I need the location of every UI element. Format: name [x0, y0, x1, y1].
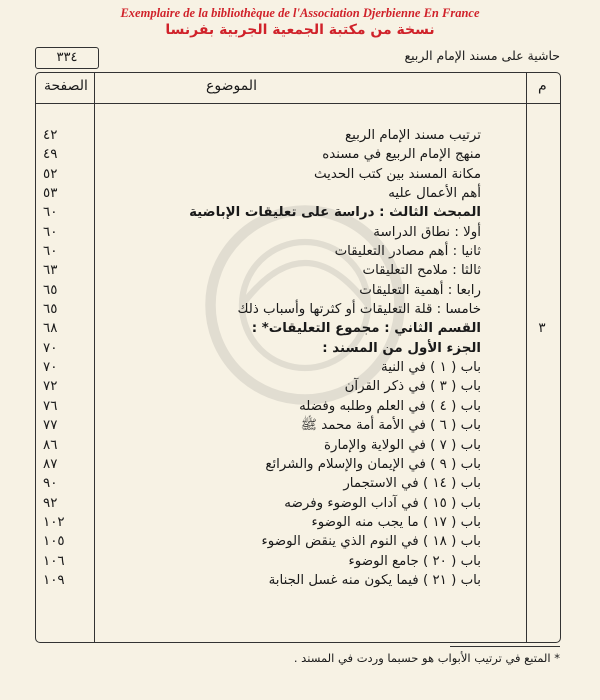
page-cell: ٦٥ — [43, 302, 58, 318]
page-cell: ٥٣ — [43, 186, 58, 202]
page-cell: ١٠٦ — [43, 553, 65, 569]
table-row — [35, 377, 559, 396]
column-header-topic: الموضوع — [206, 78, 257, 94]
table-row — [35, 571, 559, 590]
page-cell: ٨٧ — [43, 456, 58, 472]
table-row — [35, 203, 559, 222]
topic-cell: أولا : نطاق الدراسة — [373, 224, 481, 240]
page-cell: ٧٢ — [43, 379, 58, 395]
topic-cell: أهم الأعمال عليه — [388, 186, 481, 202]
footnote-rule — [450, 646, 560, 647]
table-row — [35, 455, 559, 474]
page-cell: ٦٠ — [43, 224, 58, 240]
table-row — [35, 513, 559, 532]
table-row — [35, 145, 559, 164]
table-row — [35, 358, 559, 377]
topic-cell: منهج الإمام الربيع في مسنده — [322, 147, 481, 163]
topic-cell: الجزء الأول من المسند : — [322, 340, 481, 356]
table-row — [35, 184, 559, 203]
table-row — [35, 474, 559, 493]
footnote: * المتبع في ترتيب الأبواب هو حسبما وردت في المسند . — [293, 651, 560, 665]
table-row — [35, 242, 559, 261]
running-title: حاشية على مسند الإمام الربيع — [404, 48, 560, 63]
topic-cell: باب ( ٣ ) في ذكر القرآن — [344, 379, 481, 395]
table-row — [35, 436, 559, 455]
page-cell: ٩٠ — [43, 476, 58, 492]
topic-cell: رابعا : أهمية التعليقات — [359, 282, 481, 298]
table-row — [35, 416, 559, 435]
topic-cell: باب ( ١٧ ) ما يجب منه الوضوء — [311, 514, 481, 530]
topic-cell: باب ( ٦ ) في الأمة أمة محمد ﷺ — [300, 418, 481, 434]
table-row — [35, 261, 559, 280]
topic-cell: باب ( ٧ ) في الولاية والإمارة — [324, 437, 481, 453]
page-cell: ٤٢ — [43, 128, 58, 143]
column-header-page: الصفحة — [44, 78, 88, 94]
table-row — [35, 552, 559, 571]
page-cell: ٦٣ — [43, 263, 58, 279]
topic-cell: باب ( ١٥ ) في آداب الوضوء وفرضه — [284, 495, 481, 511]
header-rule — [36, 103, 560, 104]
table-row — [35, 281, 559, 300]
page-cell: ٩٢ — [43, 495, 58, 511]
table-row — [35, 532, 559, 551]
table-row — [35, 126, 559, 145]
topic-cell: باب ( ٢١ ) فيما يكون منه غسل الجنابة — [268, 572, 481, 588]
topic-cell: ثانيا : أهم مصادر التعليقات — [334, 244, 481, 260]
page-cell: ٧٠ — [43, 360, 58, 376]
page-cell: ١٠٢ — [43, 514, 65, 530]
page-cell: ٤٩ — [43, 147, 58, 163]
page-cell: ١٠٩ — [43, 572, 65, 588]
topic-cell: المبحث الثالث : دراسة على تعليقات الإباضية — [189, 205, 481, 221]
topic-cell: باب ( ١ ) في النية — [381, 360, 481, 376]
page-cell: ١٠٥ — [43, 534, 65, 550]
topic-cell: باب ( ٩ ) في الإيمان والإسلام والشرائع — [265, 456, 481, 472]
page-cell: ٦٥ — [43, 282, 58, 298]
contents-rows — [35, 126, 559, 590]
topic-cell: خامسا : قلة التعليقات أو كثرتها وأسباب ذلك — [237, 302, 481, 318]
page-cell: ٧٠ — [43, 340, 58, 356]
page-number: ٣٣٤ — [35, 47, 99, 69]
table-row — [35, 339, 559, 358]
row-number-cell: ٣ — [538, 321, 546, 337]
column-header-number: م — [538, 78, 547, 94]
library-stamp-arabic: نسخة من مكتبة الجمعية الجربية بفرنسا — [165, 22, 435, 38]
table-row — [35, 319, 559, 338]
library-stamp-french: Exemplaire de la bibliothèque de l'Association Djerbienne En France — [120, 6, 480, 20]
table-row — [35, 223, 559, 242]
table-row — [35, 165, 559, 184]
table-row — [35, 300, 559, 319]
topic-cell: باب ( ١٨ ) في النوم الذي ينقض الوضوء — [261, 534, 481, 550]
topic-cell: مكانة المسند بين كتب الحديث — [313, 166, 481, 182]
topic-cell: باب ( ١٤ ) في الاستجمار — [343, 476, 481, 492]
topic-cell: باب ( ٢٠ ) جامع الوضوء — [348, 553, 481, 569]
page-cell: ٧٧ — [43, 418, 58, 434]
page-cell: ٨٦ — [43, 437, 58, 453]
topic-cell: باب ( ٤ ) في العلم وطلبه وفضله — [299, 398, 481, 414]
page-cell: ٦٠ — [43, 244, 58, 260]
page-cell: ٧٦ — [43, 398, 58, 414]
page-cell: ٦٠ — [43, 205, 58, 221]
topic-cell: ثالثا : ملامح التعليقات — [362, 263, 481, 279]
page-cell: ٦٨ — [43, 321, 58, 337]
page-cell: ٥٢ — [43, 166, 58, 182]
table-row — [35, 494, 559, 513]
topic-cell: ترتيب مسند الإمام الربيع — [345, 128, 481, 143]
topic-cell: القسم الثاني : مجموع التعليقات* : — [251, 321, 481, 337]
table-row — [35, 397, 559, 416]
